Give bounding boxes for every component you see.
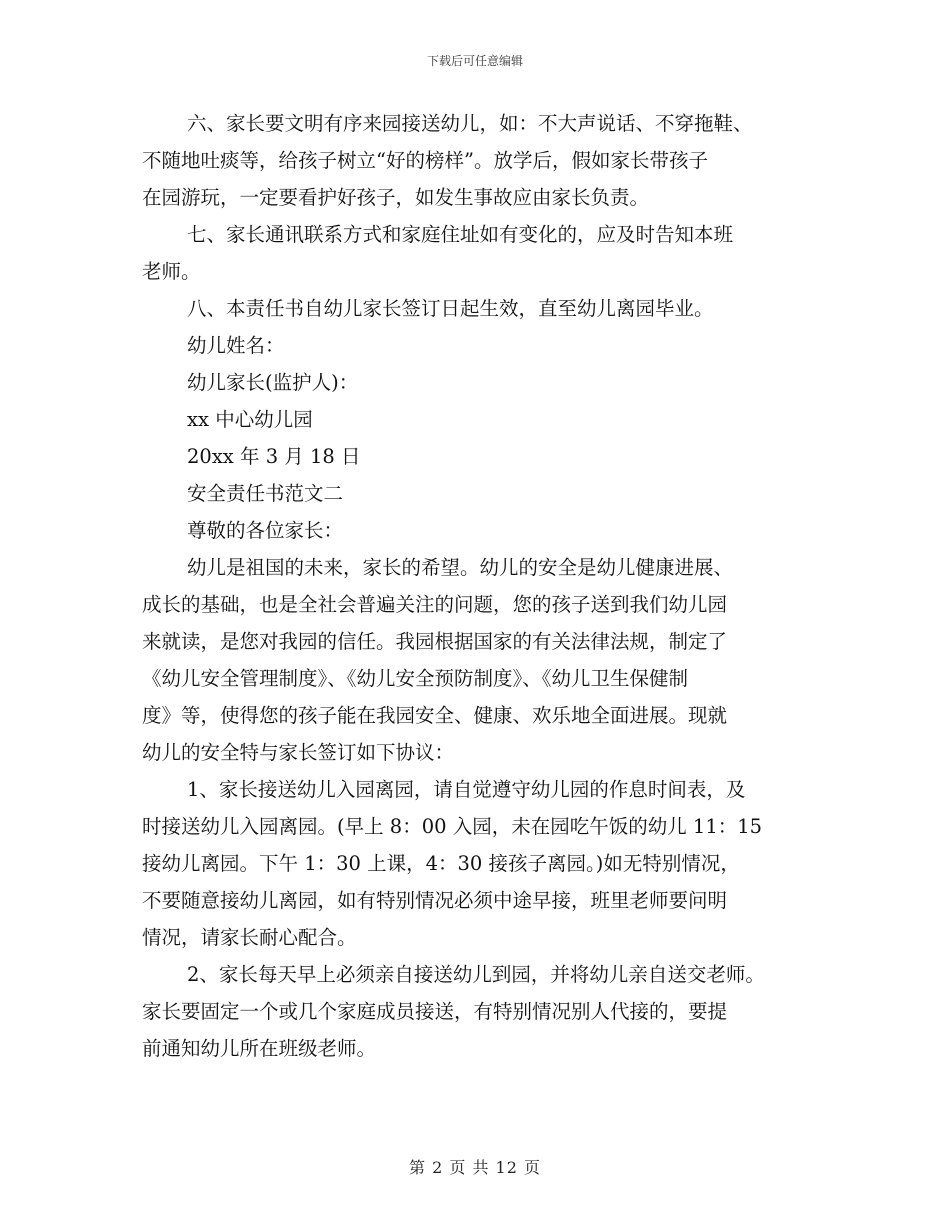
paragraph-line: 七、家长通讯联系方式和家庭住址如有变化的，应及时告知本班 — [187, 223, 734, 246]
paragraph-line: 不随地吐痰等，给孩子树立“好的榜样”。放学后，假如家长带孩子 — [142, 149, 708, 172]
document-body — [142, 105, 822, 1067]
paragraph-line: 六、家长要文明有序来园接送幼儿，如：不大声说话、不穿拖鞋、 — [187, 112, 753, 135]
salutation: 尊敬的各位家长： — [187, 519, 344, 542]
section-title: 安全责任书范文二 — [187, 482, 344, 505]
guardian-label: 幼儿家长(监护人)： — [187, 371, 359, 394]
document-date: 20xx 年 3 月 18 日 — [187, 445, 361, 468]
page-number: 第 2 页 共 12 页 — [409, 1158, 541, 1177]
child-name-label: 幼儿姓名： — [187, 334, 285, 357]
paragraph-line: 情况，请家长耐心配合。 — [142, 926, 357, 949]
paragraph-line: 成长的基础，也是全社会普遍关注的问题，您的孩子送到我们幼儿园 — [142, 593, 728, 616]
header-note: 下载后可任意编辑 — [426, 54, 523, 68]
paragraph-line: 1、家长接送幼儿入园离园，请自觉遵守幼儿园的作息时间表，及 — [187, 778, 746, 801]
paragraph-line: 幼儿是祖国的未来，家长的希望。幼儿的安全是幼儿健康进展、 — [187, 556, 734, 579]
paragraph-line: 2、家长每天早上必须亲自接送幼儿到园，并将幼儿亲自送交老师。 — [187, 963, 765, 986]
paragraph-line: 《幼儿安全管理制度》、《幼儿安全预防制度》、《幼儿卫生保健制 — [142, 667, 689, 690]
paragraph-line: 前通知幼儿所在班级老师。 — [142, 1037, 377, 1060]
paragraph-line: 在园游玩，一定要看护好孩子，如发生事故应由家长负责。 — [142, 186, 650, 209]
paragraph-line: 八、本责任书自幼儿家长签订日起生效，直至幼儿离园毕业。 — [187, 297, 714, 320]
paragraph-line: 接幼儿离园。下午 1：30 上课，4：30 接孩子离园。)如无特别情况， — [142, 852, 740, 875]
paragraph-line: 家长要固定一个或几个家庭成员接送，有特别情况别人代接的，要提 — [142, 1000, 728, 1023]
paragraph-line: 来就读，是您对我园的信任。我园根据国家的有关法律法规，制定了 — [142, 630, 728, 653]
paragraph-line: 时接送幼儿入园离园。(早上 8：00 入园，未在园吃午饭的幼儿 11：15 — [142, 815, 763, 838]
paragraph-line: 老师。 — [142, 260, 201, 283]
paragraph-line: 不要随意接幼儿离园，如有特别情况必须中途早接，班里老师要问明 — [142, 889, 728, 912]
kindergarten-name: xx 中心幼儿园 — [187, 408, 313, 431]
paragraph-line: 度》等，使得您的孩子能在我园安全、健康、欢乐地全面进展。现就 — [142, 704, 728, 727]
paragraph-line: 幼儿的安全特与家长签订如下协议： — [142, 741, 455, 764]
